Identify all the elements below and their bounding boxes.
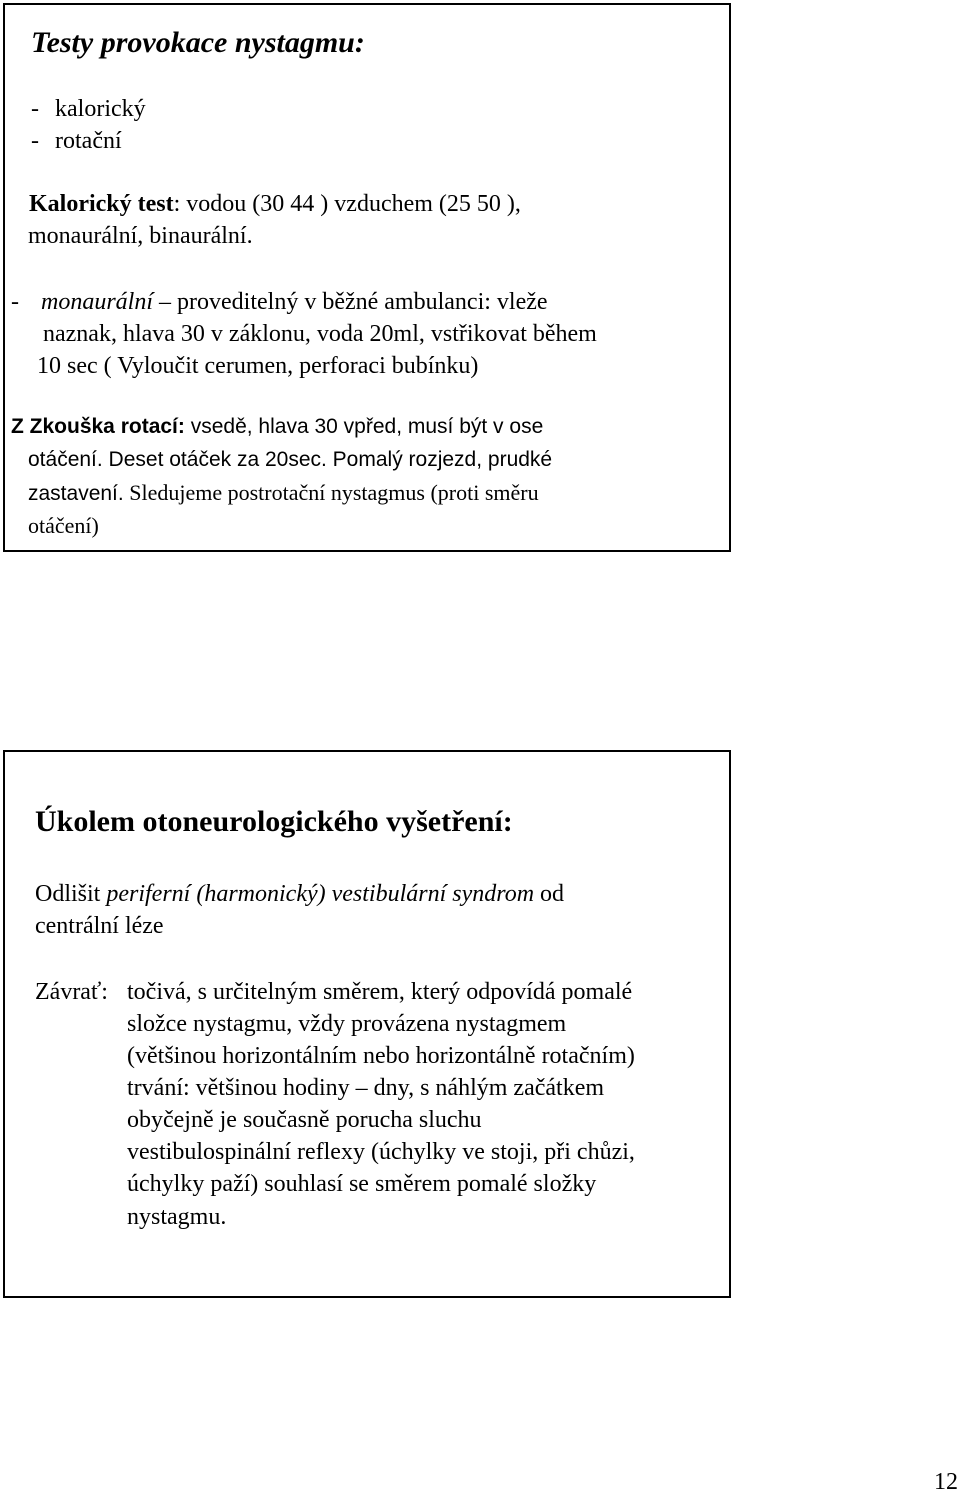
distinguish-line-2: centrální léze: [35, 913, 164, 939]
monaural-line-3: 10 sec ( Vyloučit cerumen, perforaci bubínku): [37, 353, 479, 379]
page-number: 12: [934, 1469, 958, 1495]
vertigo-line: úchylky paží) souhlasí se směrem pomalé složky: [127, 1171, 597, 1197]
distinguish-text-end: od: [534, 881, 565, 907]
list-item-text: kalorický: [55, 96, 146, 122]
slide-title: Testy provokace nystagmu:: [31, 26, 365, 59]
vertigo-label: Závrať:: [35, 979, 108, 1005]
distinguish-line: [35, 882, 564, 906]
monaural-line: [11, 290, 548, 314]
caloric-test-label: Kalorický test: [29, 191, 174, 217]
caloric-test-line-2: monaurální, binaurální.: [28, 223, 253, 249]
vertigo-line: (většinou horizontálním nebo horizontálně rotačním): [127, 1043, 635, 1069]
distinguish-text: Odlišit: [35, 881, 107, 907]
rotation-test-text-sans: zastavení.: [28, 482, 124, 505]
rotation-test-text: vsedě, hlava 30 vpřed, musí být v ose: [184, 415, 544, 438]
rotation-test-line: [11, 416, 543, 437]
list-item-text: rotační: [55, 128, 122, 154]
rotation-test-line-3: [28, 482, 539, 504]
monaural-term: monaurální: [41, 289, 154, 315]
rotation-test-line-2: otáčení. Deset otáček za 20sec. Pomalý rozjezd, prudké: [28, 448, 553, 471]
list-item: [31, 129, 122, 153]
slide-otoneurological-exam: [3, 750, 731, 1298]
vertigo-line: trvání: většinou hodiny – dny, s náhlým začátkem: [127, 1075, 605, 1101]
rotation-test-text-serif: Sledujeme postrotační nystagmus (proti směru: [123, 480, 539, 505]
rotation-test-line-4: otáčení): [28, 513, 99, 538]
list-dash: -: [31, 96, 39, 122]
vertigo-line: složce nystagmu, vždy provázena nystagmem: [127, 1011, 567, 1037]
vertigo-line: točivá, s určitelným směrem, který odpovídá pomalé: [127, 979, 633, 1005]
rotation-test-label: Z Zkouška rotací:: [11, 415, 185, 438]
caloric-test-line: [29, 192, 521, 216]
slide-title: Úkolem otoneurologického vyšetření:: [35, 805, 513, 838]
list-dash: -: [31, 128, 39, 154]
vertigo-line: nystagmu.: [127, 1204, 227, 1230]
vertigo-line: obyčejně je současně porucha sluchu: [127, 1107, 482, 1133]
monaural-line-2: naznak, hlava 30 v záklonu, voda 20ml, vstřikovat během: [43, 321, 597, 347]
slide-nystagmus-provocation: [3, 3, 731, 552]
monaural-text: – proveditelný v běžné ambulanci: vleže: [153, 289, 548, 315]
list-dash: -: [11, 289, 19, 315]
distinguish-syndrome: periferní (harmonický) vestibulární syndrom: [106, 881, 535, 907]
vertigo-line: vestibulospinální reflexy (úchylky ve stoji, při chůzi,: [127, 1139, 635, 1165]
caloric-test-text: : vodou (30 44 ) vzduchem (25 50 ),: [173, 191, 521, 217]
list-item: [31, 97, 146, 121]
